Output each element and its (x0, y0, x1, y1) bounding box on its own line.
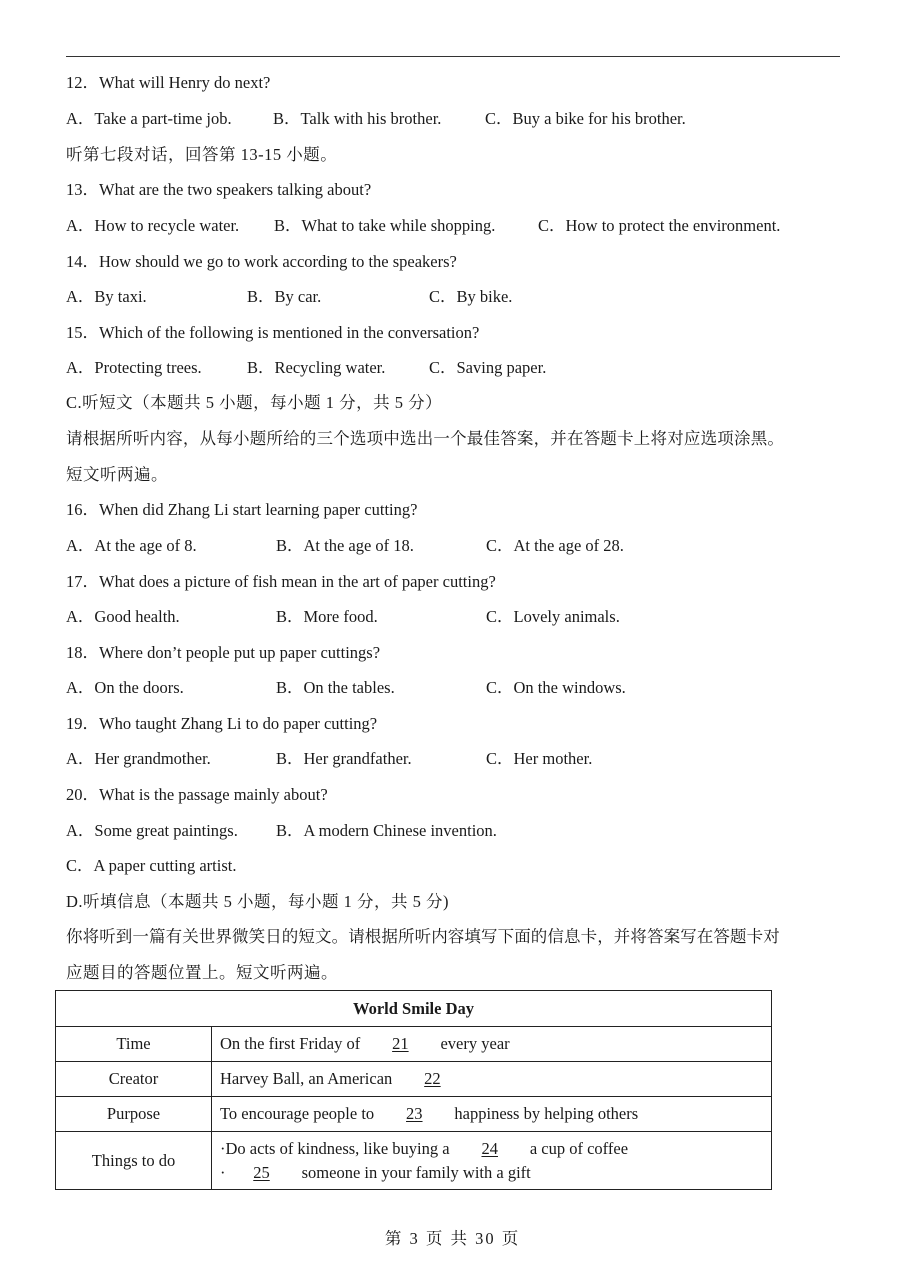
things-line-2 (220, 1161, 763, 1185)
blank-24: 24 (481, 1138, 498, 1158)
row-label: Time (56, 1027, 212, 1062)
question-14-stem: 14．How should we go to work according to the speakers? (66, 252, 457, 271)
content-after: happiness by helping others (454, 1104, 639, 1123)
option-b: B．What to take while shopping. (274, 216, 496, 235)
section-c-instruction-2: 短文听两遍。 (66, 465, 168, 484)
row-content (212, 1097, 772, 1132)
content-before: On the first Friday of (220, 1034, 361, 1053)
option-b: B．Recycling water. (247, 358, 386, 377)
things-line-1 (220, 1137, 763, 1161)
row-label: Creator (56, 1062, 212, 1097)
content-after: a cup of coffee (529, 1138, 629, 1158)
option-a: A．Good health. (66, 607, 180, 626)
option-c: C．Buy a bike for his brother. (485, 109, 686, 128)
option-a: A．Protecting trees. (66, 358, 202, 377)
table-row (56, 1062, 772, 1097)
info-card-table (55, 990, 772, 1190)
question-17-stem: 17．What does a picture of fish mean in the art of paper cutting? (66, 572, 496, 591)
option-c: C．How to protect the environment. (538, 216, 781, 235)
blank-23: 23 (406, 1104, 423, 1123)
option-a: A．Some great paintings. (66, 821, 238, 840)
blank-21: 21 (392, 1034, 409, 1053)
section-c-heading: C.听短文（本题共 5 小题，每小题 1 分，共 5 分） (66, 393, 443, 412)
content-before: ·Do acts of kindness, like buying a (220, 1138, 450, 1158)
question-20-option-c: C．A paper cutting artist. (66, 856, 237, 875)
option-c: C．By bike. (429, 287, 513, 306)
option-b: B．At the age of 18. (276, 536, 414, 555)
section-instruction: 听第七段对话，回答第 13-15 小题。 (66, 145, 338, 164)
question-13-stem: 13．What are the two speakers talking about? (66, 180, 372, 199)
option-b: B．A modern Chinese invention. (276, 821, 497, 840)
row-content (212, 1132, 772, 1190)
question-16-stem: 16．When did Zhang Li start learning paper cutting? (66, 500, 418, 519)
row-label: Things to do (56, 1132, 212, 1190)
content-before: To encourage people to (220, 1104, 375, 1123)
option-c: C．Lovely animals. (486, 607, 620, 626)
option-c: C．Saving paper. (429, 358, 547, 377)
question-15-stem: 15．Which of the following is mentioned in the conversation? (66, 323, 480, 342)
option-b: B．Talk with his brother. (273, 109, 442, 128)
content-before: Harvey Ball, an American (220, 1069, 393, 1088)
option-c: C．Her mother. (486, 749, 593, 768)
row-content (212, 1062, 772, 1097)
table-row (56, 1027, 772, 1062)
page-footer: 第 3 页 共 30 页 (384, 1229, 521, 1248)
top-rule (66, 56, 840, 57)
option-a: A．On the doors. (66, 678, 184, 697)
question-12-stem: 12．What will Henry do next? (66, 73, 271, 92)
option-a: A．At the age of 8. (66, 536, 197, 555)
section-d-heading: D.听填信息（本题共 5 小题，每小题 1 分，共 5 分) (66, 892, 450, 911)
question-18-stem: 18．Where don’t people put up paper cuttings? (66, 643, 381, 662)
content-after: someone in your family with a gift (301, 1162, 531, 1182)
option-c: C．At the age of 28. (486, 536, 624, 555)
row-label: Purpose (56, 1097, 212, 1132)
question-20-stem: 20．What is the passage mainly about? (66, 785, 328, 804)
content-before: · (220, 1162, 226, 1182)
table-row (56, 1097, 772, 1132)
section-d-instruction-2: 应题目的答题位置上。短文听两遍。 (66, 963, 338, 982)
row-content (212, 1027, 772, 1062)
blank-25: 25 (253, 1162, 270, 1182)
section-c-instruction: 请根据所听内容，从每小题所给的三个选项中选出一个最佳答案，并在答题卡上将对应选项涂黑。 (66, 429, 785, 448)
option-a: A．Her grandmother. (66, 749, 211, 768)
option-b: B．On the tables. (276, 678, 395, 697)
option-c: C．On the windows. (486, 678, 626, 697)
table-row (56, 1132, 772, 1190)
section-d-instruction: 你将听到一篇有关世界微笑日的短文。请根据所听内容填写下面的信息卡，并将答案写在答题卡对 (66, 927, 780, 946)
content-after: every year (440, 1034, 510, 1053)
option-a: A．How to recycle water. (66, 216, 240, 235)
option-b: B．More food. (276, 607, 378, 626)
option-a: A．Take a part-time job. (66, 109, 232, 128)
option-b: B．By car. (247, 287, 322, 306)
option-b: B．Her grandfather. (276, 749, 412, 768)
question-19-stem: 19．Who taught Zhang Li to do paper cutting? (66, 714, 378, 733)
option-a: A．By taxi. (66, 287, 147, 306)
blank-22: 22 (424, 1069, 441, 1088)
info-card-title: World Smile Day (56, 991, 772, 1027)
